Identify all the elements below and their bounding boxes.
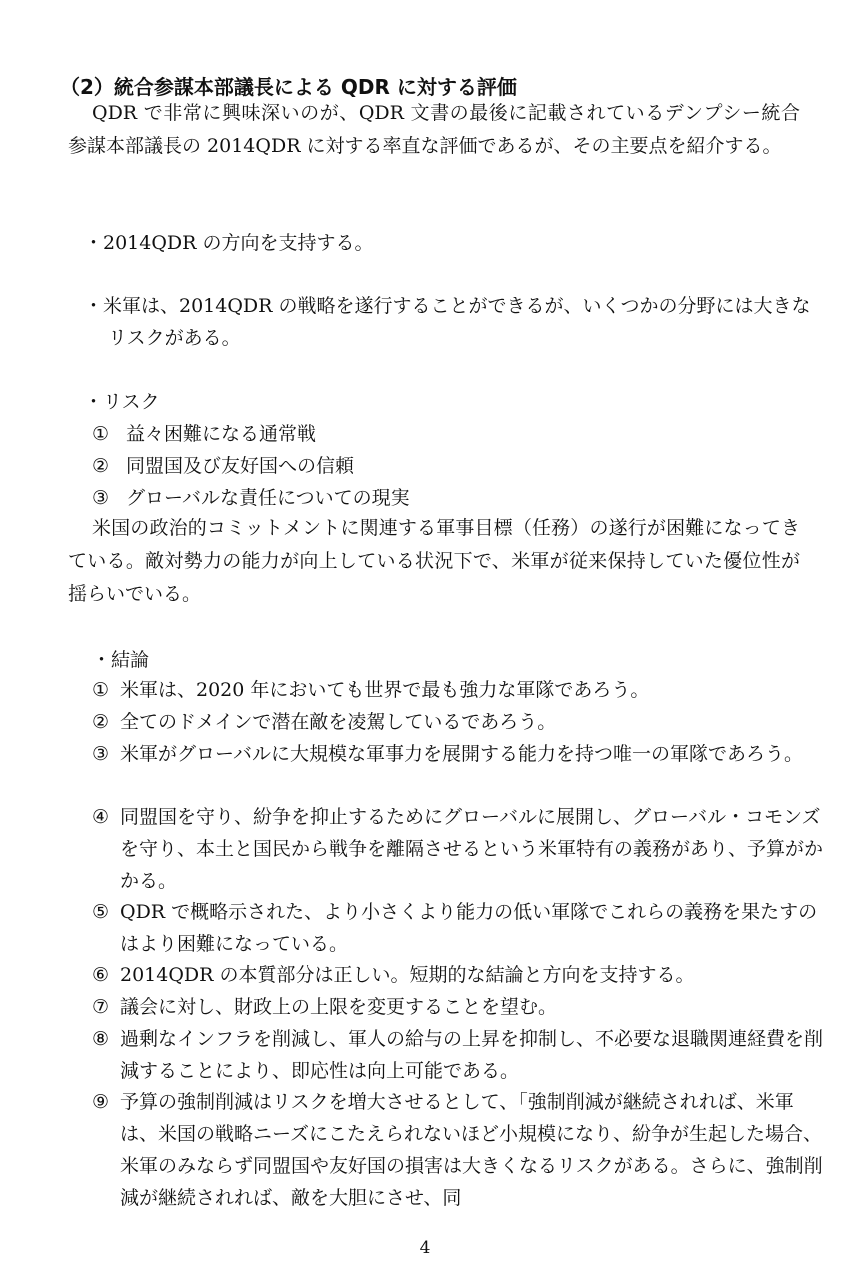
conclusion-item-3 bbox=[92, 738, 828, 770]
conclusion-marker: ⑨ bbox=[92, 1091, 110, 1113]
conclusion-item-9 bbox=[92, 1086, 828, 1214]
risk-item-3 bbox=[92, 482, 410, 514]
risk-marker: ③ bbox=[92, 487, 110, 509]
conclusion-item-6 bbox=[92, 959, 828, 991]
section-heading: （2）統合参謀本部議長による QDR に対する評価 bbox=[60, 75, 517, 99]
risk-paragraph: 米国の政治的コミットメントに関連する軍事目標（任務）の遂行が困難になってきている。敵対勢力の能力が向上している状況下で、米軍が従来保持していた優位性が揺らいでいる。 bbox=[68, 517, 800, 605]
conclusion-text: 予算の強制削減はリスクを増大させるとして、「強制削減が継続されれば、米軍は、米国の戦略ニーズにこたえられないほど小規模になり、紛争が生起した場合、米軍のみならず同盟国や友好国の損害は大きくなるリスクがある。さらに、強制削減が継続されれば、敵を大胆にさせ、同 bbox=[120, 1091, 823, 1209]
risk-text: 同盟国及び友好国への信頼 bbox=[126, 455, 355, 477]
bullet-risk-label: ・リスク bbox=[84, 391, 160, 413]
risk-marker: ② bbox=[92, 455, 110, 477]
conclusion-text: 米軍がグローバルに大規模な軍事力を展開する能力を持つ唯一の軍隊であろう。 bbox=[120, 743, 804, 765]
conclusion-marker: ② bbox=[92, 711, 110, 733]
conclusion-text: 米軍は、2020 年においても世界で最も強力な軍隊であろう。 bbox=[120, 679, 650, 701]
conclusion-marker: ⑤ bbox=[92, 901, 110, 923]
conclusion-marker: ③ bbox=[92, 743, 110, 765]
bullet-support-direction: ・2014QDR の方向を支持する。 bbox=[84, 232, 374, 254]
conclusion-text: 2014QDR の本質部分は正しい。短期的な結論と方向を支持する。 bbox=[120, 964, 695, 986]
risk-text: 益々困難になる通常戦 bbox=[126, 423, 317, 445]
conclusion-text: 同盟国を守り、紛争を抑止するためにグローバルに展開し、グローバル・コモンズを守り、本土と国民から戦争を離隔させるという米軍特有の義務があり、予算がかかる。 bbox=[120, 806, 824, 892]
conclusion-marker: ④ bbox=[92, 806, 110, 828]
bullet-strategy-risk: ・米軍は、2014QDR の戦略を遂行することができるが、いくつかの分野には大きなリスクがある。 bbox=[84, 295, 811, 349]
bullet-conclusion-label: ・結論 bbox=[92, 649, 150, 671]
conclusion-marker: ⑥ bbox=[92, 964, 110, 986]
conclusion-item-2 bbox=[92, 706, 828, 738]
conclusion-item-8 bbox=[92, 1023, 828, 1087]
intro-paragraph: QDR で非常に興味深いのが、QDR 文書の最後に記載されているデンプシー統合参謀本部議長の 2014QDR に対する率直な評価であるが、その主要点を紹介する。 bbox=[68, 102, 800, 157]
conclusion-text: 全てのドメインで潜在敵を凌駕しているであろう。 bbox=[120, 711, 557, 733]
conclusion-text: 議会に対し、財政上の上限を変更することを望む。 bbox=[120, 996, 558, 1018]
risk-marker: ① bbox=[92, 423, 110, 445]
conclusion-item-5 bbox=[92, 896, 828, 960]
conclusion-marker: ⑧ bbox=[92, 1028, 110, 1050]
page-number: 4 bbox=[419, 1238, 431, 1258]
conclusion-item-7 bbox=[92, 991, 828, 1023]
conclusion-item-1 bbox=[92, 674, 828, 706]
risk-item-1 bbox=[92, 418, 316, 450]
risk-text: グローバルな責任についての現実 bbox=[126, 487, 410, 509]
risk-item-2 bbox=[92, 450, 354, 482]
conclusion-marker: ⑦ bbox=[92, 996, 110, 1018]
conclusion-item-4 bbox=[92, 801, 828, 897]
conclusion-marker: ① bbox=[92, 679, 110, 701]
conclusion-text: 過剰なインフラを削減し、軍人の給与の上昇を抑制し、不必要な退職関連経費を削減することにより、即応性は向上可能である。 bbox=[120, 1028, 824, 1082]
conclusion-text: QDR で概略示された、より小さくより能力の低い軍隊でこれらの義務を果たすのはより困難になっている。 bbox=[120, 901, 818, 955]
